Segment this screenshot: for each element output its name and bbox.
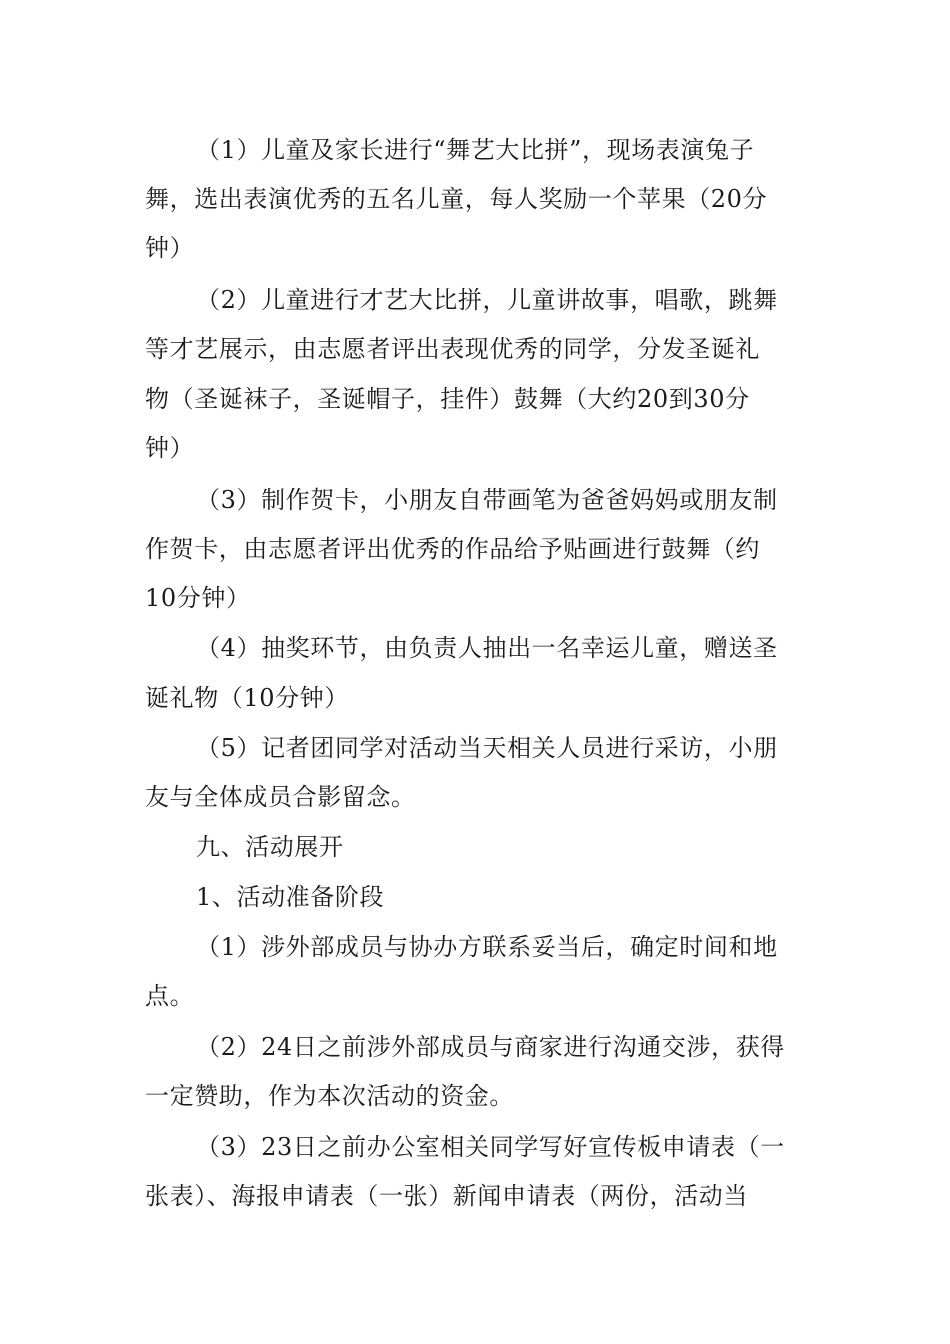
text-line: 物（圣诞袜子，圣诞帽子，挂件）鼓舞（大约20到30分 xyxy=(145,385,750,413)
text-line: （2）儿童进行才艺大比拼，儿童讲故事，唱歌，跳舞 xyxy=(196,286,778,314)
text-line: 一定赞助，作为本次活动的资金。 xyxy=(145,1082,514,1110)
text-line: 钟） xyxy=(145,234,195,262)
text-line: （2）24日之前涉外部成员与商家进行沟通交涉，获得 xyxy=(196,1033,785,1061)
text-line: （5）记者团同学对活动当天相关人员进行采访，小朋 xyxy=(196,734,778,762)
text-line: 舞，选出表演优秀的五名儿童，每人奖励一个苹果（20分 xyxy=(145,185,768,213)
text-line: （3）制作贺卡，小朋友自带画笔为爸爸妈妈或朋友制 xyxy=(196,486,778,514)
text-line: 等才艺展示，由志愿者评出表现优秀的同学，分发圣诞礼 xyxy=(145,335,760,363)
subsection-heading: 1、活动准备阶段 xyxy=(196,883,385,911)
text-line: 诞礼物（10分钟） xyxy=(145,684,349,712)
section-heading: 九、活动展开 xyxy=(196,833,344,861)
text-line: 作贺卡，由志愿者评出优秀的作品给予贴画进行鼓舞（约 xyxy=(145,535,760,563)
text-line: （1）儿童及家长进行“舞艺大比拼”，现场表演兔子 xyxy=(196,136,755,164)
text-line: （3）23日之前办公室相关同学写好宣传板申请表（一 xyxy=(196,1133,785,1161)
text-line: （4）抽奖环节，由负责人抽出一名幸运儿童，赠送圣 xyxy=(196,634,778,662)
text-line: 友与全体成员合影留念。 xyxy=(145,783,416,811)
text-line: （1）涉外部成员与协办方联系妥当后，确定时间和地 xyxy=(196,933,778,961)
text-line: 张表）、海报申请表（一张）新闻申请表（两份，活动当 xyxy=(145,1182,748,1210)
text-line: 10分钟） xyxy=(145,584,251,612)
text-line: 点。 xyxy=(145,982,195,1010)
text-line: 钟） xyxy=(145,434,195,462)
